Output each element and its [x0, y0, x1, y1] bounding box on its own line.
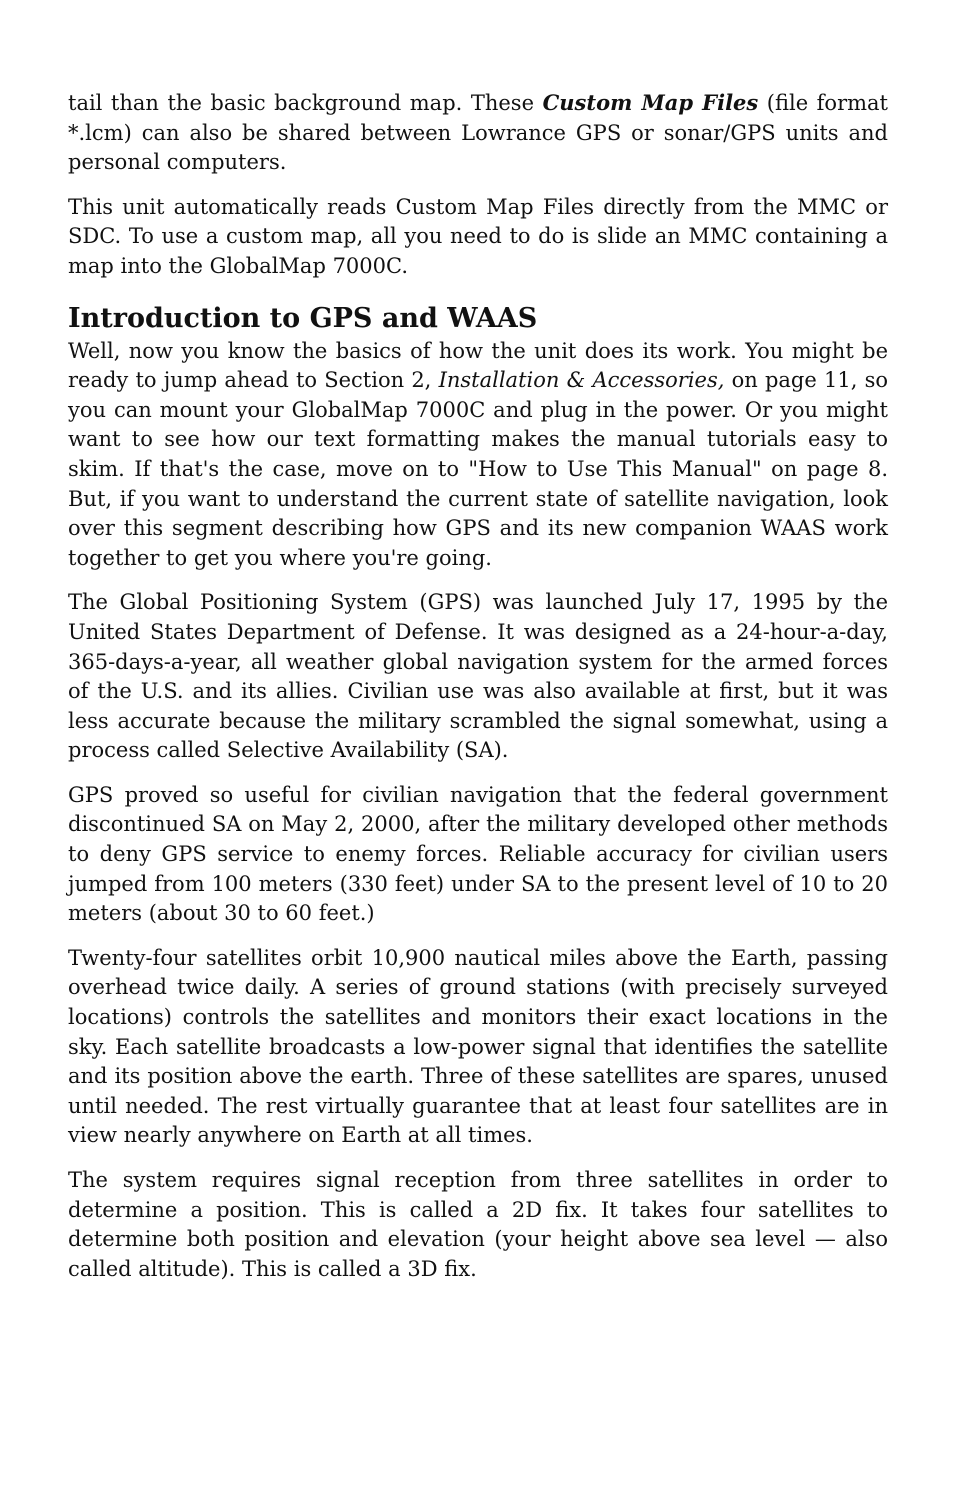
section-paragraph-3: GPS proved so useful for civilian navigation that the federal government discontinued SA on May 2, 2000, after the military developed other methods to deny GPS service to enemy forces. Reliable accuracy for civilian users jumped from 100 meters (330 feet) under SA to the present level of 10 to 20 meters (about 30 to 60 feet.)	[68, 782, 888, 926]
intro-paragraph-1	[68, 88, 888, 178]
manual-page	[68, 88, 888, 1299]
section-p1-text-before: Well, now you know the basics of how the unit does its work. You might be ready to jump ahead to Section 2,	[68, 338, 888, 393]
section-paragraph-4: Twenty-four satellites orbit 10,900 nautical miles above the Earth, passing overhead twice daily. A series of ground stations (with precisely surveyed locations) controls the satellites and monitors their exact locations in the sky. Each satellite broadcasts a low-power signal that identifies the satellite and its position above the earth. Three of these satellites are spares, unused until needed. The rest virtually guarantee that at least four satellites are in view nearly anywhere on Earth at all times.	[68, 945, 888, 1148]
section-paragraph-2: The Global Positioning System (GPS) was launched July 17, 1995 by the United States Department of Defense. It was designed as a 24-hour-a-day, 365-days-a-year, all weather global navigation system for the armed forces of the U.S. and its allies. Civilian use was also available at first, but it was less accurate because the military scrambled the signal somewhat, using a process called Selective Availability (SA).	[68, 590, 888, 763]
installation-accessories-reference: Installation & Accessories,	[438, 368, 725, 393]
intro-paragraph-2: This unit automatically reads Custom Map Files directly from the MMC or SDC. To use a custom map, all you need to do is slide an MMC containing a map into the GlobalMap 7000C.	[68, 194, 888, 278]
intro-p1-text-before: tail than the basic background map. These	[68, 91, 543, 115]
intro-p1-text-after: (file format *.lcm) can also be shared between Lowrance GPS or sonar/GPS units and personal computers.	[68, 91, 888, 175]
custom-map-files-term: Custom Map Files	[542, 90, 759, 115]
section-paragraph-1	[68, 337, 888, 574]
section-heading: Introduction to GPS and WAAS	[68, 302, 538, 334]
section-paragraph-5: The system requires signal reception from three satellites in order to determine a position. This is called a 2D fix. It takes four satellites to determine both position and elevation (your height above sea level — also called altitude). This is called a 3D fix.	[68, 1168, 888, 1281]
section-p1-text-after: on page 11, so you can mount your GlobalMap 7000C and plug in the power. Or you might want to see how our text formatting makes the manual tutorials easy to skim. If that's the case, move on to "How to Use This Manual" on page 8. But, if you want to understand the current state of satellite navigation, look over this segment describing how GPS and its new companion WAAS work together to get you where you're going.	[68, 368, 888, 570]
